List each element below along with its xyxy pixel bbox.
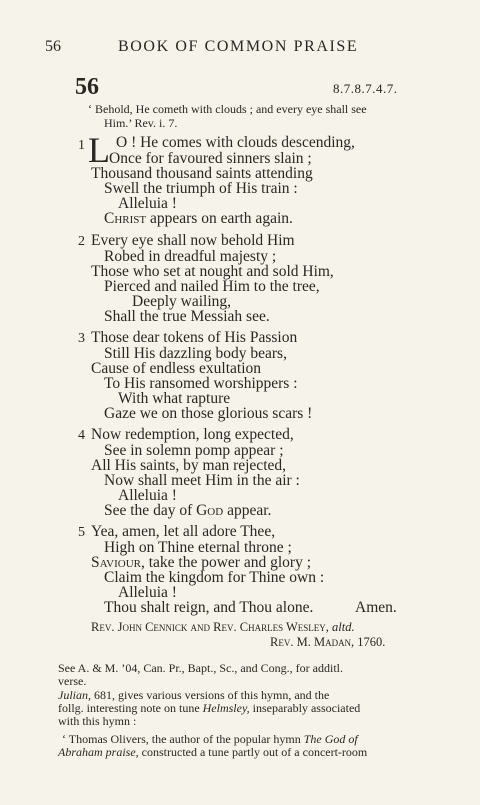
verse-line: Thousand thousand saints attending <box>91 165 313 182</box>
verse-line: Those who set at nought and sold Him, <box>91 263 334 280</box>
hymn-number: 56 <box>75 74 99 100</box>
verse-line <box>104 210 293 228</box>
small-caps-word: God <box>196 502 224 519</box>
note-text: ‘ Thomas Olivers, the author of the popular hymn <box>62 732 304 746</box>
verse-line: Claim the kingdom for Thine own : <box>104 569 325 586</box>
verse-number: 5 <box>78 525 85 540</box>
amen: Amen. <box>355 599 397 616</box>
verse-line: Swell the triumph of His train : <box>104 180 298 197</box>
verse-line: Robed in dreadful majesty ; <box>104 248 277 265</box>
verse-line: Pierced and nailed Him to the tree, <box>104 278 320 295</box>
italic-ref: Abraham praise, <box>58 745 139 759</box>
verse-line-text: appear. <box>223 502 272 519</box>
author-attribution <box>91 620 355 635</box>
verse-line <box>104 502 271 520</box>
verse-number: 1 <box>78 138 85 153</box>
verse-line: All His saints, by man rejected, <box>91 457 286 474</box>
attribution-text: Rev. John Cennick and Rev. Charles Wesley, <box>91 620 329 634</box>
note-line: verse. <box>58 674 87 688</box>
verse-line: Once for favoured sinners slain ; <box>109 150 312 167</box>
note-text: follg. interesting note on tune <box>58 701 203 715</box>
verse-line: See in solemn pomp appear ; <box>104 442 284 459</box>
note-text: constructed a tune partly out of a concert-room <box>138 745 368 759</box>
italic-ref: Julian, <box>58 688 91 702</box>
verse-line: O ! He comes with clouds descending, <box>116 134 355 151</box>
note-text: inseparably associated <box>249 701 361 715</box>
verse-line: To His ransomed worshippers : <box>104 375 298 392</box>
verse-line: Those dear tokens of His Passion <box>91 329 298 346</box>
verse-line: Yea, amen, let all adore Thee, <box>91 523 276 540</box>
page-number: 56 <box>45 38 61 55</box>
italic-ref: The God of <box>303 732 358 746</box>
altered-mark: altd. <box>328 620 355 634</box>
verse-line-text: appears on earth again. <box>146 210 293 227</box>
verse-line: Thou shalt reign, and Thou alone. <box>104 599 314 616</box>
verse-line: With what rapture <box>118 390 231 407</box>
author-attribution-2: Rev. M. Madan, 1760. <box>270 635 386 649</box>
note-text: 681, gives various versions of this hymn, and the <box>91 688 330 702</box>
verse-line: High on Thine eternal throne ; <box>104 539 292 556</box>
italic-ref: Helmsley, <box>202 701 250 715</box>
verse-line: Alleluia ! <box>118 584 177 601</box>
verse-line: Still His dazzling body bears, <box>104 345 287 362</box>
verse-line: Deeply wailing, <box>132 293 232 310</box>
verse-line: Alleluia ! <box>118 487 177 504</box>
running-title: BOOK OF COMMON PRAISE <box>118 38 359 55</box>
small-caps-word: Saviour, <box>91 554 145 571</box>
note-line: with this hymn : <box>58 714 137 728</box>
verse-line: Alleluia ! <box>118 195 177 212</box>
verse-number: 2 <box>78 234 85 249</box>
verse-number: 3 <box>78 331 85 346</box>
verse-line-text: See the day of <box>104 502 197 519</box>
verse-line: Now shall meet Him in the air : <box>104 472 300 489</box>
hymn-meter: 8.7.8.7.4.7. <box>333 81 398 96</box>
small-caps-word: Christ <box>104 210 147 227</box>
epigraph-line-1: ‘ Behold, He cometh with clouds ; and every eye shall see <box>88 102 367 116</box>
verse-line: Cause of endless exultation <box>91 360 262 377</box>
verse-number: 4 <box>78 428 85 443</box>
verse-line: Gaze we on those glorious scars ! <box>104 405 313 422</box>
verse-line: Shall the true Messiah see. <box>104 308 270 325</box>
note-line <box>58 745 367 760</box>
note-line: See A. & M. ’04, Can. Pr., Bapt., Sc., and Cong., for additl. <box>58 661 343 675</box>
verse-line-text: take the power and glory ; <box>144 554 311 571</box>
drop-cap: L <box>88 130 110 170</box>
verse-line: Now redemption, long expected, <box>91 426 294 443</box>
verse-line: Every eye shall now behold Him <box>91 232 295 249</box>
epigraph-line-2: Him.’ Rev. i. 7. <box>104 116 178 130</box>
